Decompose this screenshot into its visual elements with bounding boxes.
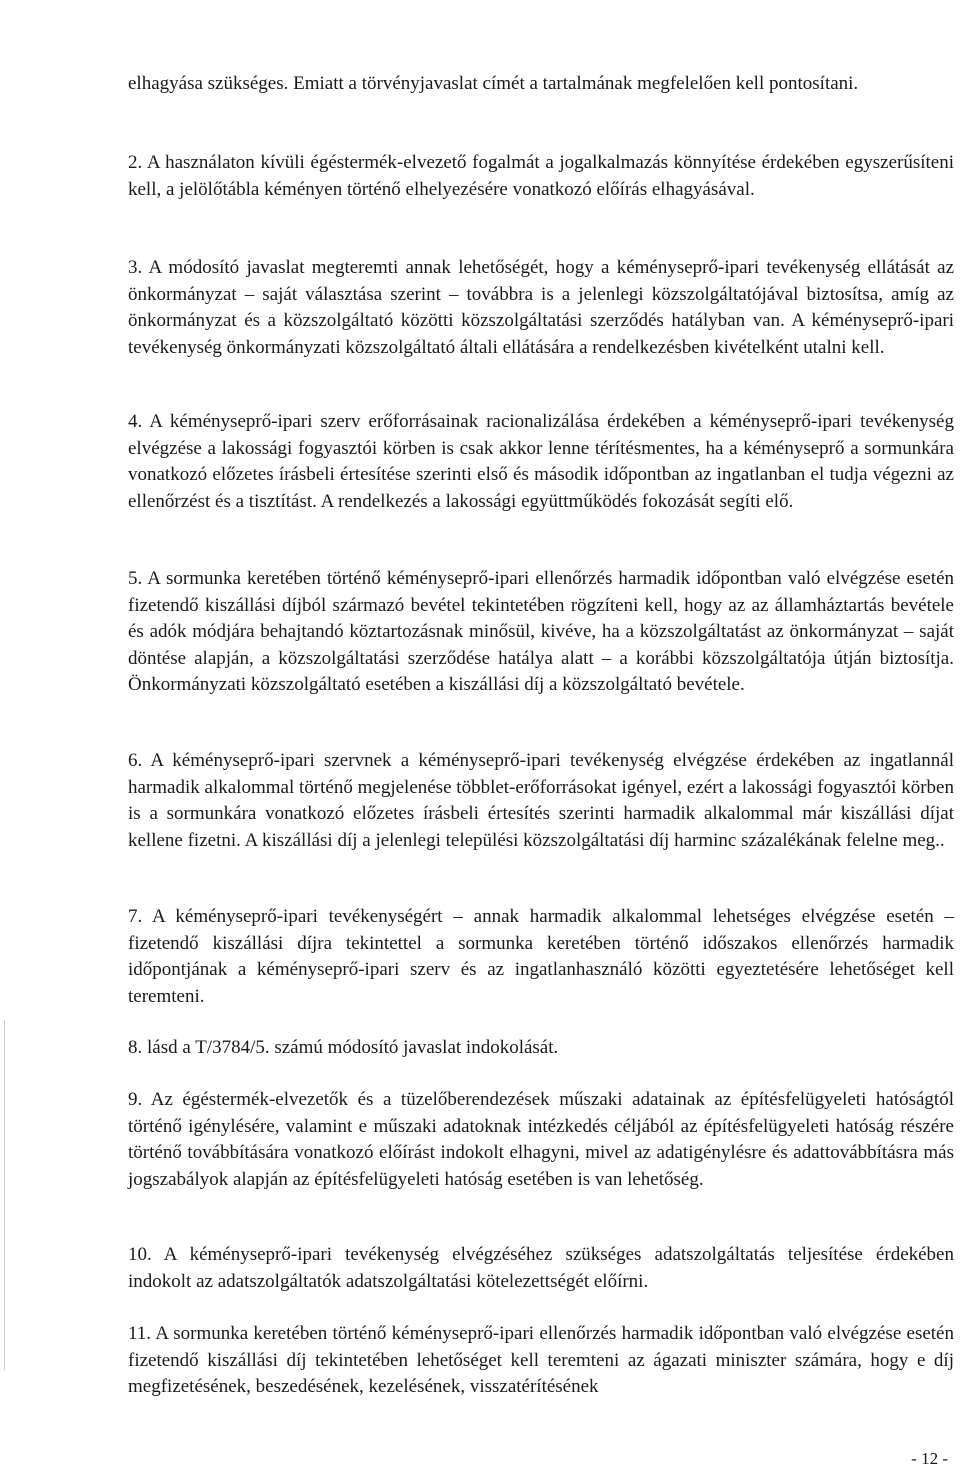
paragraph-11: 11. A sormunka keretében történő kéményseprő-ipari ellenőrzés harmadik időpontban való elvégzése esetén fizetendő kiszállási díj tekintetében lehetőséget kell teremteni az ágazati miniszter számára, hogy e díj megfizetésének, beszedésének, kezelésének, visszatérítésének xyxy=(128,1323,954,1398)
paragraph-3: 3. A módosító javaslat megteremti annak lehetőségét, hogy a kéményseprő-ipari tevékenység ellátását az önkormányzat – saját választása szerint – továbbra is a jelenlegi közszolgáltatójával biztosítsa, amíg az önkormányzat és a közszolgáltató közötti közszolgáltatási szerződés hatályban van. A kéményseprő-ipari tevékenység önkormányzati közszolgáltató általi ellátására a rendelkezésben kivételként utalni kell. xyxy=(128,257,954,358)
paragraph-intro: elhagyása szükséges. Emiatt a törvényjavaslat címét a tartalmának megfelelően kell pontosítani. xyxy=(128,73,859,94)
paragraph-6: 6. A kéményseprő-ipari szervnek a kéményseprő-ipari tevékenység elvégzése érdekében az ingatlannál harmadik alkalommal történő megjelenése többlet-erőforrásokat igényel, ezért a lakossági fogyasztói körben is a sormunkára vonatkozó előzetes írásbeli értesítés szerinti harmadik alkalommal már kiszállási díjat kellene fizetni. A kiszállási díj a jelenlegi települési közszolgáltatási díj harminc százalékának felelne meg.. xyxy=(128,750,954,851)
paragraph-5: 5. A sormunka keretében történő kéményseprő-ipari ellenőrzés harmadik időpontban való elvégzése esetén fizetendő kiszállási díjból származó bevétel tekintetében rögzíteni kell, hogy az az államháztartás bevétele és adók módjára behajtandó köztartozásnak minősül, kivéve, ha a közszolgáltatást az önkormányzat – saját döntése alapján, a közszolgáltatási szerződése hatálya alatt – a korábbi közszolgáltatója útján biztosítja. Önkormányzati közszolgáltató esetében a kiszállási díj a közszolgáltató bevétele. xyxy=(128,568,954,696)
paragraph-7: 7. A kéményseprő-ipari tevékenységért – annak harmadik alkalommal lehetséges elvégzése esetén – fizetendő kiszállási díjra tekintettel a sormunka keretében történő időszakos ellenőrzés harmadik időpontjának a kéményseprő-ipari szerv és az ingatlanhasználó közötti egyeztetésére lehetőséget kell teremteni. xyxy=(128,906,954,1007)
paragraph-9: 9. Az égéstermék-elvezetők és a tüzelőberendezések műszaki adatainak az építésfelügyeleti hatóságtól történő igénylésére, valamint e műszaki adatoknak intézkedés céljából az építésfelügyeleti hatóság részére történő továbbítására vonatkozó előírást indokolt elhagyni, mivel az adatigénylésre és adattovábbításra más jogszabályok alapján az építésfelügyeleti hatóság esetében is van lehetőség. xyxy=(128,1089,954,1190)
page-number: - 12 - xyxy=(911,1449,948,1468)
paragraph-10: 10. A kéményseprő-ipari tevékenység elvégzéséhez szükséges adatszolgáltatás teljesítése érdekében indokolt az adatszolgáltatók adatszolgáltatási kötelezettségét előírni. xyxy=(128,1244,954,1292)
paragraph-8: 8. lásd a T/3784/5. számú módosító javaslat indokolását. xyxy=(128,1037,559,1058)
paragraph-4: 4. A kéményseprő-ipari szerv erőforrásainak racionalizálása érdekében a kéményseprő-ipari tevékenység elvégzése a lakossági fogyasztói körben is csak akkor lenne térítésmentes, ha a kéményseprő a sormunkára vonatkozó előzetes írásbeli értesítése szerinti első és második időpontban az ingatlanban el tudja végezni az ellenőrzést és a tisztítást. A rendelkezés a lakossági együttműködés fokozását segíti elő. xyxy=(128,411,954,512)
paragraph-2: 2. A használaton kívüli égéstermék-elvezető fogalmát a jogalkalmazás könnyítése érdekében egyszerűsíteni kell, a jelölőtábla kéményen történő elhelyezésére vonatkozó előírás elhagyásával. xyxy=(128,152,954,200)
scan-margin-line xyxy=(4,1020,5,1370)
